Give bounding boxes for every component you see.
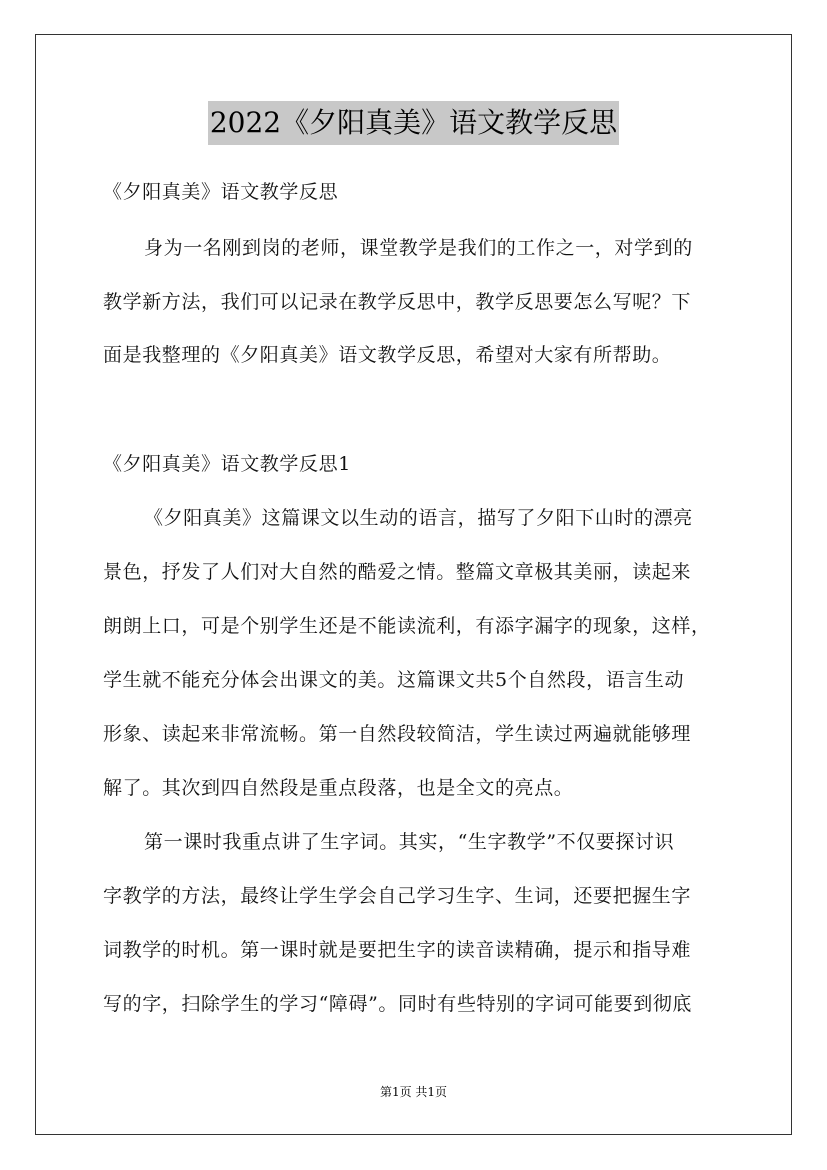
paragraph-line: 词教学的时机。第一课时就是要把生字的读音读精确，提示和指导难 bbox=[103, 939, 692, 961]
section-heading: 《夕阳真美》语文教学反思 bbox=[103, 181, 339, 203]
paragraph-line: 学生就不能充分体会出课文的美。这篇课文共5个自然段，语言生动 bbox=[103, 669, 685, 691]
paragraph-line: 朗朗上口，可是个别学生还是不能读流利，有添字漏字的现象，这样， bbox=[103, 615, 711, 637]
paragraph-line: 字教学的方法，最终让学生学会自己学习生字、生词，还要把握生字 bbox=[103, 885, 692, 907]
paragraph-line: 第一课时我重点讲了生字词。其实，“生字教学”不仅要探讨识 bbox=[144, 831, 675, 853]
paragraph-line: 写的字，扫除学生的学习“障碍”。同时有些特别的字词可能要到彻底 bbox=[103, 993, 693, 1015]
page-footer: 第1页 共1页 bbox=[379, 1085, 448, 1099]
paragraph-line: 景色，抒发了人们对大自然的酷爱之情。整篇文章极其美丽，读起来 bbox=[103, 561, 692, 583]
paragraph-line: 教学新方法，我们可以记录在教学反思中，教学反思要怎么写呢？下 bbox=[103, 291, 692, 313]
paragraph-line: 《夕阳真美》这篇课文以生动的语言，描写了夕阳下山时的漂亮 bbox=[144, 507, 693, 529]
section-heading: 《夕阳真美》语文教学反思1 bbox=[103, 453, 351, 475]
paragraph-line: 形象、读起来非常流畅。第一自然段较简洁，学生读过两遍就能够理 bbox=[103, 723, 692, 745]
document-title: 2022《夕阳真美》语文教学反思 bbox=[208, 101, 619, 145]
paragraph-line: 解了。其次到四自然段是重点段落，也是全文的亮点。 bbox=[103, 777, 574, 799]
title-container bbox=[0, 101, 827, 145]
paragraph-line: 面是我整理的《夕阳真美》语文教学反思，希望对大家有所帮助。 bbox=[103, 344, 672, 366]
paragraph-line: 身为一名刚到岗的老师，课堂教学是我们的工作之一，对学到的 bbox=[144, 237, 693, 259]
